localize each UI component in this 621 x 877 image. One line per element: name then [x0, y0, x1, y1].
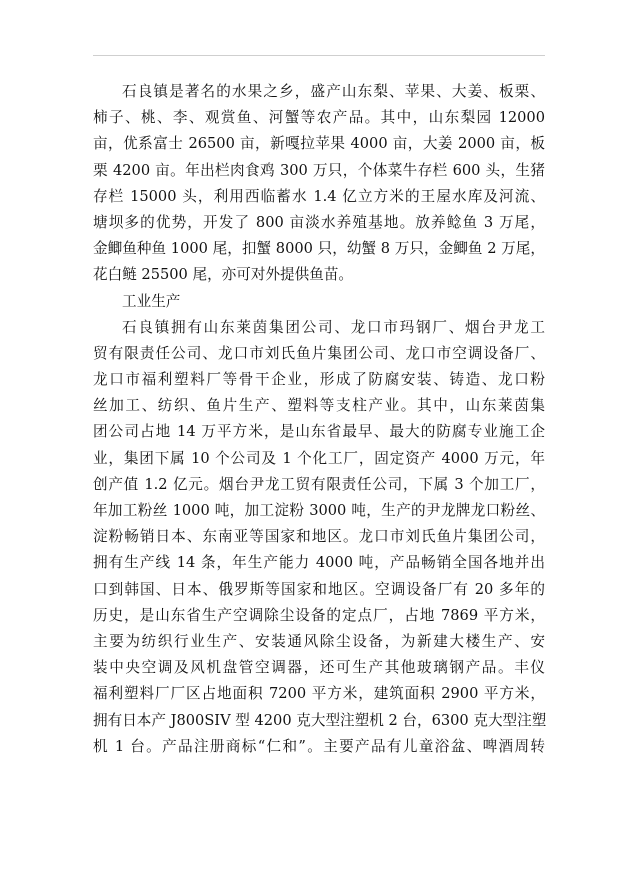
paragraph-line: 业，集团下属 10 个公司及 1 个化工厂，固定资产 4000 万元，年: [93, 449, 545, 467]
paragraph-line: 花白鲢 25500 尾，亦可对外提供鱼苗。: [93, 266, 354, 284]
paragraph-line: 年加工粉丝 1000 吨，加工淀粉 3000 吨，生产的尹龙牌龙口粉丝、: [93, 502, 545, 519]
paragraph-line: 贸有限责任公司、龙口市刘氏鱼片集团公司、龙口市空调设备厂、: [93, 344, 545, 362]
paragraph-line: 塘坝多的优势，开发了 800 亩淡水养殖基地。放养鲶鱼 3 万尾，: [93, 213, 545, 231]
paragraph-line: 丝加工、纺织、鱼片生产、塑料等支柱产业。其中，山东莱茵集: [93, 397, 545, 415]
paragraph-line: 机 1 台。产品注册商标“仁和”。主要产品有儿童浴盆、啤酒周转: [93, 737, 545, 755]
paragraph-line: 福利塑料厂厂区占地面积 7200 平方米，建筑面积 2900 平方米，: [93, 685, 545, 703]
paragraph-line: 栗 4200 亩。年出栏肉食鸡 300 万只，个体菜牛存栏 600 头，生猪: [93, 161, 545, 179]
paragraph-line: 石良镇是著名的水果之乡，盛产山东梨、苹果、大姜、板栗、: [122, 83, 545, 100]
paragraph-line: 石良镇拥有山东莱茵集团公司、龙口市玛钢厂、烟台尹龙工: [122, 318, 545, 336]
paragraph-line: 装中央空调及风机盘管空调器，还可生产其他玻璃钢产品。丰仪: [93, 659, 545, 677]
paragraph-line: 存栏 15000 头，利用西临蓄水 1.4 亿立方米的王屋水库及河流、: [93, 187, 545, 205]
paragraph-line: 淀粉畅销日本、东南亚等国家和地区。龙口市刘氏鱼片集团公司，: [93, 528, 545, 546]
header-rule: [93, 55, 545, 56]
paragraph-line: 拥有生产线 14 条，年生产能力 4000 吨，产品畅销全国各地并出: [93, 554, 545, 572]
section-heading: 工业生产: [122, 292, 181, 310]
paragraph-line: 柿子、桃、李、观赏鱼、河蟹等农产品。其中，山东梨园 12000: [93, 109, 545, 127]
paragraph-line: 拥有日本产 J800SIV 型 4200 克大型注塑机 2 台，6300 克大型注塑: [93, 711, 547, 729]
paragraph-line: 历史，是山东省生产空调除尘设备的定点厂，占地 7869 平方米，: [93, 606, 545, 624]
paragraph-line: 龙口市福利塑料厂等骨干企业，形成了防腐安装、铸造、龙口粉: [93, 371, 545, 389]
paragraph-line: 金鲫鱼种鱼 1000 尾，扣蟹 8000 只，幼蟹 8 万只，金鲫鱼 2 万尾，: [93, 240, 545, 258]
paragraph-line: 主要为纺织行业生产、安装通风除尘设备，为新建大楼生产、安: [93, 632, 545, 650]
paragraph-line: 创产值 1.2 亿元。烟台尹龙工贸有限责任公司，下属 3 个加工厂，: [93, 475, 545, 493]
paragraph-line: 亩，优系富士 26500 亩，新嘎拉苹果 4000 亩，大姜 2000 亩，板: [93, 135, 545, 153]
document-body: [93, 79, 545, 760]
paragraph-line: 口到韩国、日本、俄罗斯等国家和地区。空调设备厂有 20 多年的: [93, 580, 545, 598]
paragraph-line: 团公司占地 14 万平方米，是山东省最早、最大的防腐专业施工企: [93, 423, 545, 441]
